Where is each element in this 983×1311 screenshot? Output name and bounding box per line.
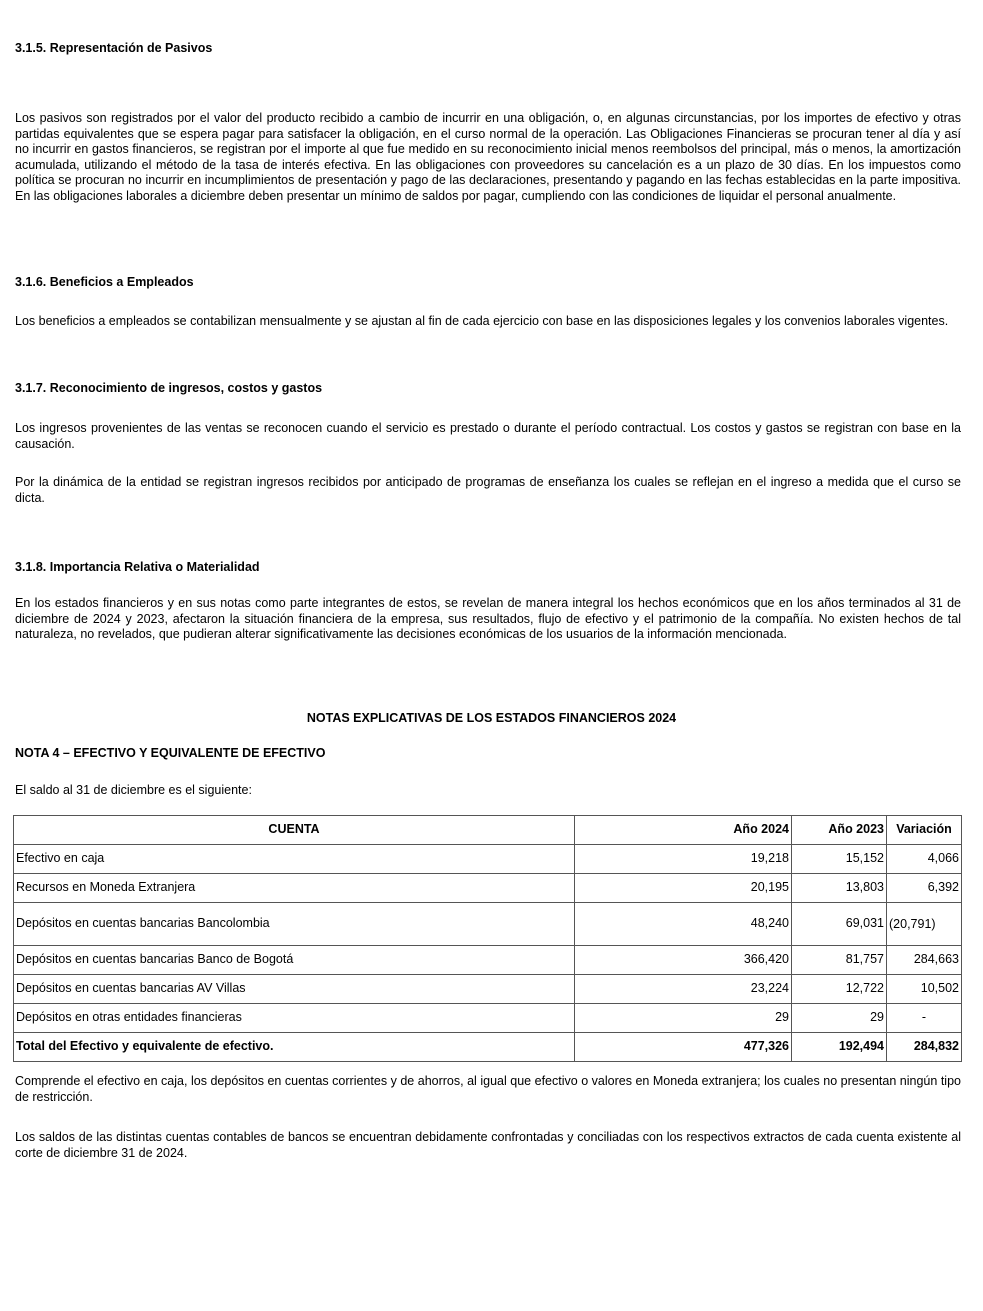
cell-variation: -	[887, 1004, 962, 1033]
section-318-body: En los estados financieros y en sus notas como parte integrantes de estos, se revelan de manera integral los hechos económicos que en los años terminados al 31 de diciembre de 2024 y 2023, afectaron la situación financiera de la empresa, sus resultados, flujo de efectivo y el patrimonio de la compañía. No existen hechos de tal naturaleza, no revelados, que pudieran alterar significativamente las decisiones económicas de los usuarios de la información mencionada.	[15, 596, 961, 641]
section-317-title: 3.1.7. Reconocimiento de ingresos, costos y gastos	[15, 381, 323, 395]
cell-account: Efectivo en caja	[14, 845, 575, 874]
cell-year-2024: 19,218	[575, 845, 792, 874]
table-row	[14, 845, 962, 874]
table-header-row	[14, 816, 962, 845]
cell-account: Depósitos en cuentas bancarias Banco de Bogotá	[14, 946, 575, 975]
section-315-body: Los pasivos son registrados por el valor del producto recibido a cambio de incurrir en una obligación, o, en algunas circunstancias, por los importes de efectivo y otras partidas equivalentes que se espera pagar para satisfacer la obligación, en el curso normal de la operación. Las Obligaciones Financieras se procuran tener al día y así no incurrir en gastos financieros, se registran por el importe al que fue medido en su reconocimiento inicial menos reembolsos del principal, más o menos, la amortización acumulada, utilizando el método de la tasa de interés efectiva. En las obligaciones con proveedores su cancelación es a un plazo de 30 días. En los impuestos como política se procuran no incurrir en incumplimientos de presentación y pago de las declaraciones, presentando y pagando en las fechas establecidas en la parte impositiva. En las obligaciones laborales a diciembre deben presentar un mínimo de saldos por pagar, cumpliendo con las condiciones de liquidar el personal anualmente.	[15, 111, 961, 203]
notes-title: NOTAS EXPLICATIVAS DE LOS ESTADOS FINANCIEROS 2024	[306, 711, 677, 725]
section-316-body: Los beneficios a empleados se contabilizan mensualmente y se ajustan al fin de cada ejercicio con base en las disposiciones legales y los convenios laborales vigentes.	[15, 314, 949, 328]
nota4-after-1: Comprende el efectivo en caja, los depósitos en cuentas corrientes y de ahorros, al igual que efectivo o valores en Moneda extranjera; los cuales no presentan ningún tipo de restricción.	[15, 1074, 961, 1104]
section-317-body-2: Por la dinámica de la entidad se registran ingresos recibidos por anticipado de programas de enseñanza los cuales se reflejan en el ingreso a medida que el curso se dicta.	[15, 475, 961, 505]
section-316-title: 3.1.6. Beneficios a Empleados	[15, 275, 194, 289]
cell-account: Depósitos en cuentas bancarias AV Villas	[14, 975, 575, 1004]
cell-account: Depósitos en cuentas bancarias Bancolombia	[14, 903, 575, 946]
table-row	[14, 946, 962, 975]
table-row	[14, 975, 962, 1004]
cell-year-2024: 20,195	[575, 874, 792, 903]
cell-year-2023: 12,722	[792, 975, 887, 1004]
header-variation: Variación	[887, 816, 962, 845]
table-row	[14, 874, 962, 903]
section-317-body-1: Los ingresos provenientes de las ventas se reconocen cuando el servicio es prestado o durante el período contractual. Los costos y gastos se registran con base en la causación.	[15, 421, 961, 451]
cell-year-2023: 69,031	[792, 903, 887, 946]
total-variation: 284,832	[887, 1033, 962, 1062]
cell-year-2024: 366,420	[575, 946, 792, 975]
header-account: CUENTA	[14, 816, 575, 845]
section-318-title: 3.1.8. Importancia Relativa o Materialidad	[15, 560, 260, 574]
cell-year-2023: 13,803	[792, 874, 887, 903]
section-315-title: 3.1.5. Representación de Pasivos	[15, 41, 213, 55]
cell-variation: 6,392	[887, 874, 962, 903]
cell-year-2024: 23,224	[575, 975, 792, 1004]
cell-variation: 4,066	[887, 845, 962, 874]
table-row	[14, 903, 962, 946]
cell-account: Recursos en Moneda Extranjera	[14, 874, 575, 903]
nota4-title: NOTA 4 – EFECTIVO Y EQUIVALENTE DE EFECTIVO	[15, 746, 326, 760]
cell-year-2024: 29	[575, 1004, 792, 1033]
table-row	[14, 1004, 962, 1033]
cash-equivalents-table	[13, 815, 962, 1062]
nota4-intro: El saldo al 31 de diciembre es el siguiente:	[15, 783, 252, 797]
total-year-2023: 192,494	[792, 1033, 887, 1062]
total-year-2024: 477,326	[575, 1033, 792, 1062]
cell-variation: 10,502	[887, 975, 962, 1004]
header-year-2024: Año 2024	[575, 816, 792, 845]
cell-year-2024: 48,240	[575, 903, 792, 946]
cell-variation: (20,791)	[887, 903, 962, 946]
cell-account: Depósitos en otras entidades financieras	[14, 1004, 575, 1033]
nota4-after-2: Los saldos de las distintas cuentas contables de bancos se encuentran debidamente confrontadas y conciliadas con los respectivos extractos de cada cuenta existente al corte de diciembre 31 de 2024.	[15, 1130, 961, 1160]
table-total-row	[14, 1033, 962, 1062]
cell-year-2023: 15,152	[792, 845, 887, 874]
cell-variation: 284,663	[887, 946, 962, 975]
header-year-2023: Año 2023	[792, 816, 887, 845]
cell-year-2023: 29	[792, 1004, 887, 1033]
cell-year-2023: 81,757	[792, 946, 887, 975]
total-account: Total del Efectivo y equivalente de efectivo.	[14, 1033, 575, 1062]
